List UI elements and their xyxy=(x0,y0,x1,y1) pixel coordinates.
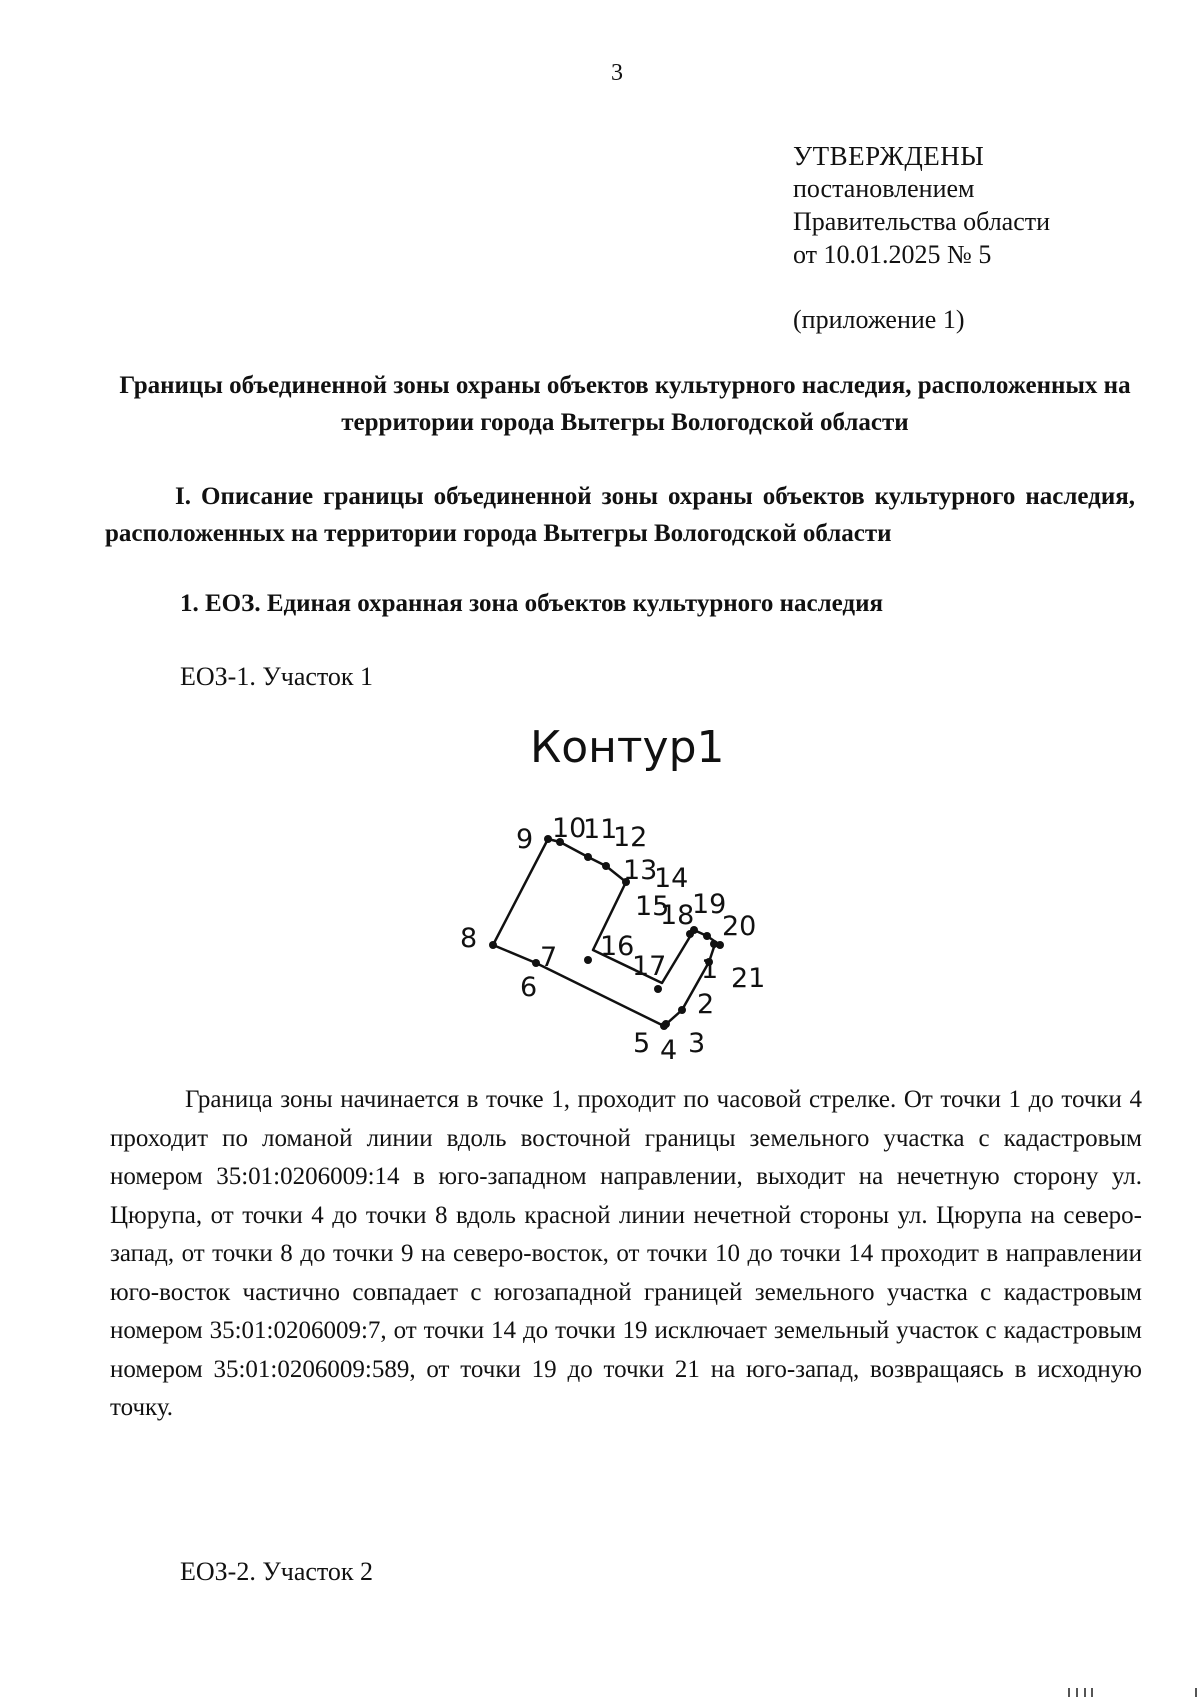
boundary-point-11 xyxy=(584,853,592,861)
point-label-10: 10 xyxy=(552,813,587,844)
boundary-point-6 xyxy=(532,959,540,967)
point-labels xyxy=(460,813,765,1066)
boundary-point-21 xyxy=(716,941,724,949)
point-label-16: 16 xyxy=(600,931,635,962)
boundary-point-5 xyxy=(660,1022,668,1030)
contour-title: Контур1 xyxy=(530,722,725,773)
boundary-point-12 xyxy=(602,862,610,870)
subsection-heading: 1. ЕОЗ. Единая охранная зона объектов культурного наследия xyxy=(180,590,884,617)
boundary-point-9 xyxy=(544,835,552,843)
document-title: Границы объединенной зоны охраны объектов культурного наследия, расположенных на территории города Вытегры Вологодской области xyxy=(119,372,1131,436)
point-label-14: 14 xyxy=(654,863,689,894)
point-label-17: 17 xyxy=(632,951,667,982)
point-label-4: 4 xyxy=(660,1035,678,1066)
point-label-1: 1 xyxy=(701,954,719,985)
page-number: 3 xyxy=(611,60,623,86)
boundary-point-20 xyxy=(703,932,711,940)
point-label-5: 5 xyxy=(633,1028,651,1059)
point-label-19: 19 xyxy=(692,889,727,920)
plot-1-label: ЕОЗ-1. Участок 1 xyxy=(180,662,374,691)
point-label-6: 6 xyxy=(520,972,538,1003)
approval-line-date: от 10.01.2025 № 5 xyxy=(793,240,992,269)
approval-line-government: Правительства области xyxy=(793,207,1051,236)
point-label-21: 21 xyxy=(731,963,766,994)
boundary-point-8 xyxy=(489,941,497,949)
point-label-13: 13 xyxy=(623,855,658,886)
point-label-15: 15 xyxy=(635,891,670,922)
boundary-point-16 xyxy=(584,956,592,964)
point-label-3: 3 xyxy=(688,1028,706,1059)
appendix-note: (приложение 1) xyxy=(793,305,965,334)
boundary-point-17 xyxy=(654,985,662,993)
boundary-description: Граница зоны начинается в точке 1, проходит по часовой стрелке. От точки 1 до точки 4 проходит по ломаной линии вдоль восточной границы земельного участка с кадастровым номером 35:01:0206009:14 в юго-западном направлении, выходит на нечетную сторону ул. Цюрупа, от точки 4 до точки 8 вдоль красной линии нечетной стороны ул. Цюрупа на северо-запад, от точки 8 до точки 9 на северо-восток, от точки 10 до точки 14 проходит в направлении юго-восток частично совпадает с югозападной границей земельного участка с кадастровым номером 35:01:0206009:7, от точки 14 до точки 19 исключает земельный участок с кадастровым номером 35:01:0206009:589, от точки 19 до точки 21 на юго-запад, возвращаясь в исходную точку. xyxy=(110,1086,1142,1421)
point-label-2: 2 xyxy=(697,989,715,1020)
point-label-7: 7 xyxy=(540,942,558,973)
section-heading: I. Описание границы объединенной зоны охраны объектов культурного наследия, расположенных на территории города Вытегры Вологодской области xyxy=(105,483,1135,547)
point-label-12: 12 xyxy=(613,822,648,853)
boundary-point-3 xyxy=(678,1006,686,1014)
point-label-8: 8 xyxy=(460,923,478,954)
point-label-9: 9 xyxy=(516,824,534,855)
scan-margin-marks xyxy=(1060,1688,1200,1697)
approval-line-resolution: постановлением xyxy=(793,174,975,203)
plot-2-label: ЕОЗ-2. Участок 2 xyxy=(180,1557,374,1586)
point-label-18: 18 xyxy=(660,900,695,931)
point-label-11: 11 xyxy=(583,814,618,845)
approval-title: УТВЕРЖДЕНЫ xyxy=(793,141,985,171)
point-label-20: 20 xyxy=(722,911,757,942)
